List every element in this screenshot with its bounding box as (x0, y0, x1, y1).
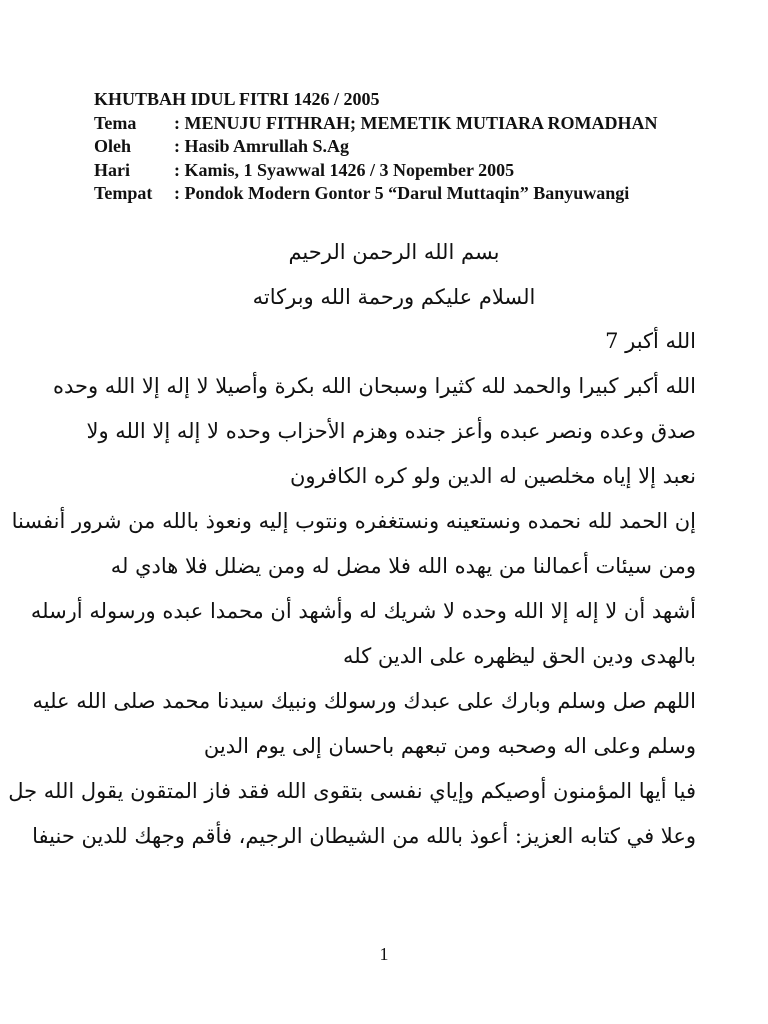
meta-label: Tema (94, 112, 137, 133)
basmala: بسم الله الرحمن الرحيم (288, 240, 500, 264)
meta-label: Oleh (94, 136, 132, 156)
arabic-line: وعلا في كتابه العزيز: أعوذ بالله من الشيطان الرجيم، فأقم وجهك للدين حنيفا (32, 824, 696, 848)
arabic-line: الله أكبر كبيرا والحمد لله كثيرا وسبحان الله بكرة وأصيلا لا إله إلا الله وحده (52, 374, 696, 398)
arabic-line: أشهد أن لا إله إلا الله وحده لا شريك له وأشهد أن محمدا عبده ورسوله أرسله (30, 599, 696, 623)
meta-value: : Pondok Modern Gontor 5 “Darul Muttaqin” Banyuwangi (174, 183, 630, 203)
salam-greeting: السلام عليكم ورحمة الله وبركاته (252, 285, 536, 309)
meta-value: : MENUJU FITHRAH; MEMETIK MUTIARA ROMADHAN (174, 112, 658, 133)
meta-value: : Kamis, 1 Syawwal 1426 / 3 Nopember 2005 (174, 159, 515, 180)
document-title: KHUTBAH IDUL FITRI 1426 / 2005 (94, 89, 380, 109)
arabic-line: بالهدى ودين الحق ليظهره على الدين كله (343, 644, 696, 668)
meta-row-hari (94, 159, 714, 183)
takbir-line: الله أكبر 7 (605, 329, 696, 353)
arabic-line: نعبد إلا إياه مخلصين له الدين ولو كره الكافرون (289, 464, 696, 488)
meta-value: : Hasib Amrullah S.Ag (174, 136, 350, 156)
arabic-line: صدق وعده ونصر عبده وأعز جنده وهزم الأحزاب وحده لا إله إلا الله ولا (86, 419, 696, 443)
meta-row-tema (94, 112, 714, 136)
arabic-line: اللهم صل وسلم وبارك على عبدك ورسولك ونبيك سيدنا محمد صلى الله عليه (32, 689, 696, 713)
arabic-line: ومن سيئات أعمالنا من يهده الله فلا مضل له ومن يضلل فلا هادي له (110, 554, 696, 578)
page-number: 1 (379, 944, 389, 964)
arabic-line: فيا أيها المؤمنون أوصيكم وإياي نفسى بتقوى الله فقد فاز المتقون يقول الله جل (8, 779, 696, 803)
meta-label: Tempat (94, 183, 153, 203)
khutbah-header (94, 88, 714, 206)
arabic-line: وسلم وعلى اله وصحبه ومن تبعهم باحسان إلى يوم الدين (203, 734, 696, 758)
arabic-line: إن الحمد لله نحمده ونستعينه ونستغفره ونتوب إليه ونعوذ بالله من شرور أنفسنا (11, 509, 696, 533)
meta-row-tempat (94, 182, 714, 206)
meta-row-oleh (94, 135, 714, 159)
meta-label: Hari (94, 159, 130, 180)
